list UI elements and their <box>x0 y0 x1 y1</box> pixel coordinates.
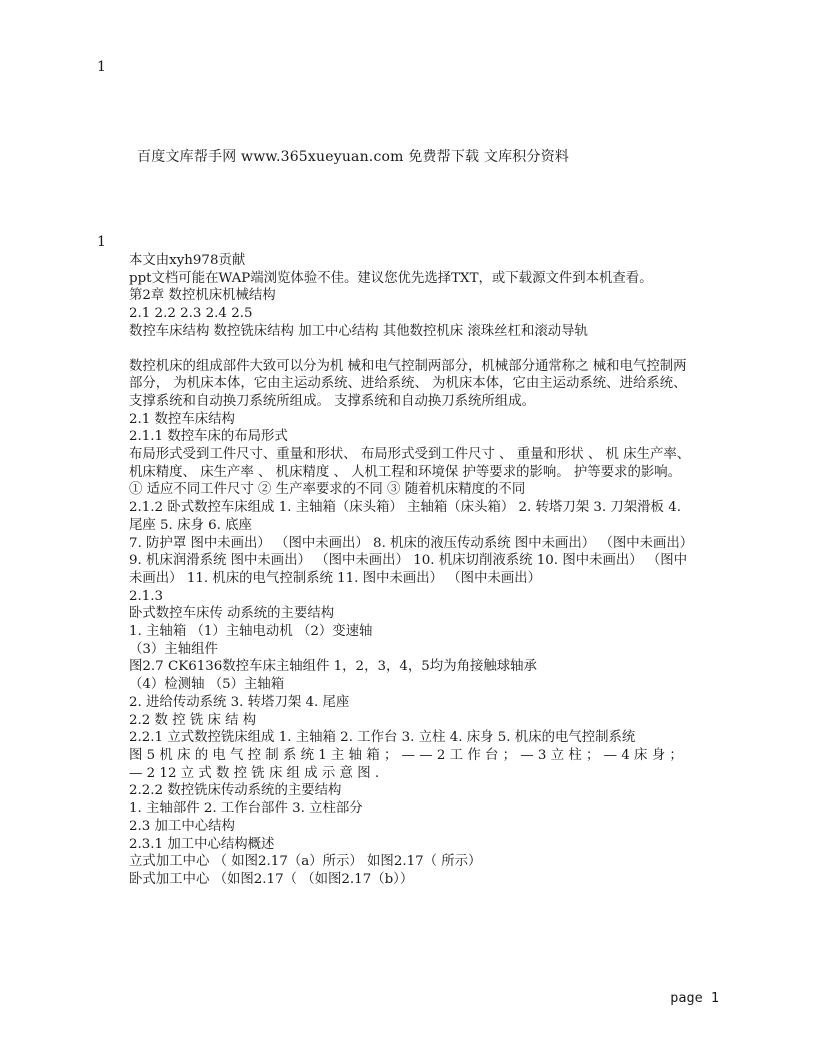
text-line: 2.1 数控车床结构 <box>129 411 235 427</box>
text-line: 2.1.1 数控车床的布局形式 <box>129 429 288 445</box>
page-footer-label: page 1 <box>670 990 719 1006</box>
page-mark-mid: 1 <box>97 234 106 250</box>
text-line: 1. 主轴部件 2. 工作台部件 3. 立柱部分 <box>129 801 363 817</box>
text-line: 图 5 机 床 的 电 气 控 制 系 统 1 主 轴 箱 ； — — 2 工 作 台 ； — 3 立 柱 ； — 4 床 身 ； — 2 12 立 式 数 控 铣 床 组 成 示 意 图 . <box>129 747 683 781</box>
text-line: 卧式加工中心 （如图2.17（ （如图2.17（b）） <box>129 871 414 887</box>
text-line: 7. 防护罩 图中未画出） （图中未画出） 8. 机床的液压传动系统 图中未画出） （图中未画出） 9. 机床润滑系统 图中未画出） （图中未画出） 10. 机床切削液系统 10. 图中未画出） （图中未画出） 11. 机床的电气控制系统 11. 图中未画出） （图中未画出） <box>129 535 694 586</box>
text-line: 2.2.2 数控铣床传动系统的主要结构 <box>129 783 342 799</box>
text-line: 图2.7 CK6136数控车床主轴组件 1，2，3，4，5均为角接触球轴承 <box>129 659 537 675</box>
text-line: （3）主轴组件 <box>129 641 218 657</box>
text-line: 第2章 数控机床机械结构 <box>129 288 276 304</box>
text-line: 1. 主轴箱 （1）主轴电动机 （2）变速轴 <box>129 624 373 640</box>
page-mark-top: 1 <box>97 59 106 75</box>
text-line: 立式加工中心 （ 如图2.17（a）所示） 如图2.17（ 所示） <box>129 854 482 870</box>
text-line: 2.3.1 加工中心结构概述 <box>129 836 275 852</box>
text-line: 卧式数控车床传 动系统的主要结构 <box>129 606 335 622</box>
text-line: 2.3 加工中心结构 <box>129 818 235 834</box>
banner-text: 百度文库帮手网 www.365xueyuan.com 免费帮下载 文库积分资料 <box>137 149 570 165</box>
text-line: 2. 进给传动系统 3. 转塔刀架 4. 尾座 <box>129 694 350 710</box>
paragraph-gap <box>97 341 697 358</box>
text-line: 2.1.2 卧式数控车床组成 1. 主轴箱（床头箱） 主轴箱（床头箱） 2. 转塔刀架 3. 刀架滑板 4. 尾座 5. 床身 6. 底座 <box>129 500 681 533</box>
text-line: 布局形式受到工件尺寸、重量和形状、 布局形式受到工件尺寸 、 重量和形状 、 机 床生产率、机床精度、 床生产率 、 机床精度 、 人机工程和环境保 护等要求的影响。 护等要求的影响。 ① 适应不同工件尺寸 ② 生产率要求的不同 ③ 随着机床精度的不同 <box>129 447 691 498</box>
text-line: 2.2.1 立式数控铣床组成 1. 主轴箱 2. 工作台 3. 立柱 4. 床身 5. 机床的电气控制系统 <box>129 730 636 746</box>
document-body <box>97 252 697 889</box>
text-line: 数控机床的组成部件大致可以分为机 械和电气控制两部分，机械部分通常称之 械和电气控制两部分， 为机床本体，它由主运动系统、进给系统、 为机床本体，它由主运动系统、进给系统、 支撑系统和自动换刀系统所组成。 支撑系统和自动换刀系统所组成。 <box>129 358 687 409</box>
text-line: 数控车床结构 数控铣床结构 加工中心结构 其他数控机床 滚珠丝杠和滚动导轨 <box>129 323 588 339</box>
text-line: ppt文档可能在WAP端浏览体验不佳。建议您优先选择TXT，或下载源文件到本机查看。 <box>129 270 653 286</box>
text-line: （4）检测轴 （5）主轴箱 <box>129 677 285 693</box>
text-line: 2.1 2.2 2.3 2.4 2.5 <box>129 306 253 322</box>
text-line: 2.2 数 控 铣 床 结 构 <box>129 712 257 728</box>
text-line: 2.1.3 <box>129 588 164 604</box>
text-line: 本文由xyh978贡献 <box>129 253 246 268</box>
